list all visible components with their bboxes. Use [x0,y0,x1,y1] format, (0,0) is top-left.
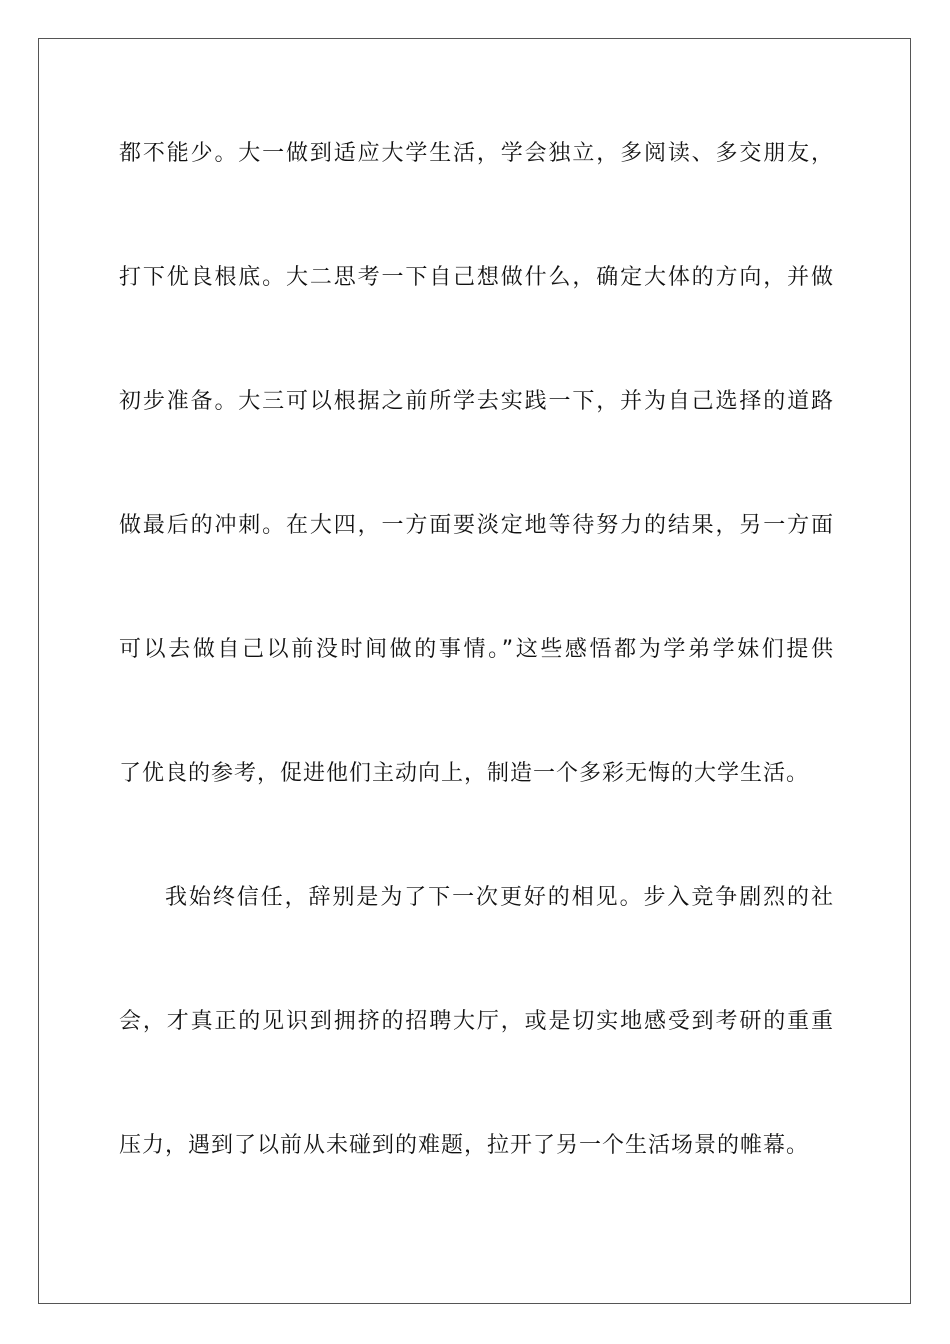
page-frame [38,38,911,1304]
text-line: 会，才真正的见识到拥挤的招聘大厅，或是切实地感受到考研的重重 [119,1009,834,1034]
text-line: 做最后的冲刺。在大四，一方面要淡定地等待努力的结果，另一方面 [119,513,834,538]
paragraph-2 [119,876,834,1248]
text-line: 压力，遇到了以前从未碰到的难题，拉开了另一个生活场景的帷幕。 [119,1133,810,1158]
text-line: 都不能少。大一做到适应大学生活，学会独立，多阅读、多交朋友， [119,141,834,166]
document-body [119,132,834,1248]
text-line: 我始终信任，辞别是为了下一次更好的相见。步入竞争剧烈的社 [165,885,834,910]
paragraph-1 [119,132,834,876]
text-line: 打下优良根底。大二思考一下自己想做什么，确定大体的方向，并做 [119,265,834,290]
text-line: 了优良的参考，促进他们主动向上，制造一个多彩无悔的大学生活。 [119,761,810,786]
text-line: 初步准备。大三可以根据之前所学去实践一下，并为自己选择的道路 [119,389,834,414]
text-line: 可以去做自己以前没时间做的事情。”这些感悟都为学弟学妹们提供 [119,637,834,662]
